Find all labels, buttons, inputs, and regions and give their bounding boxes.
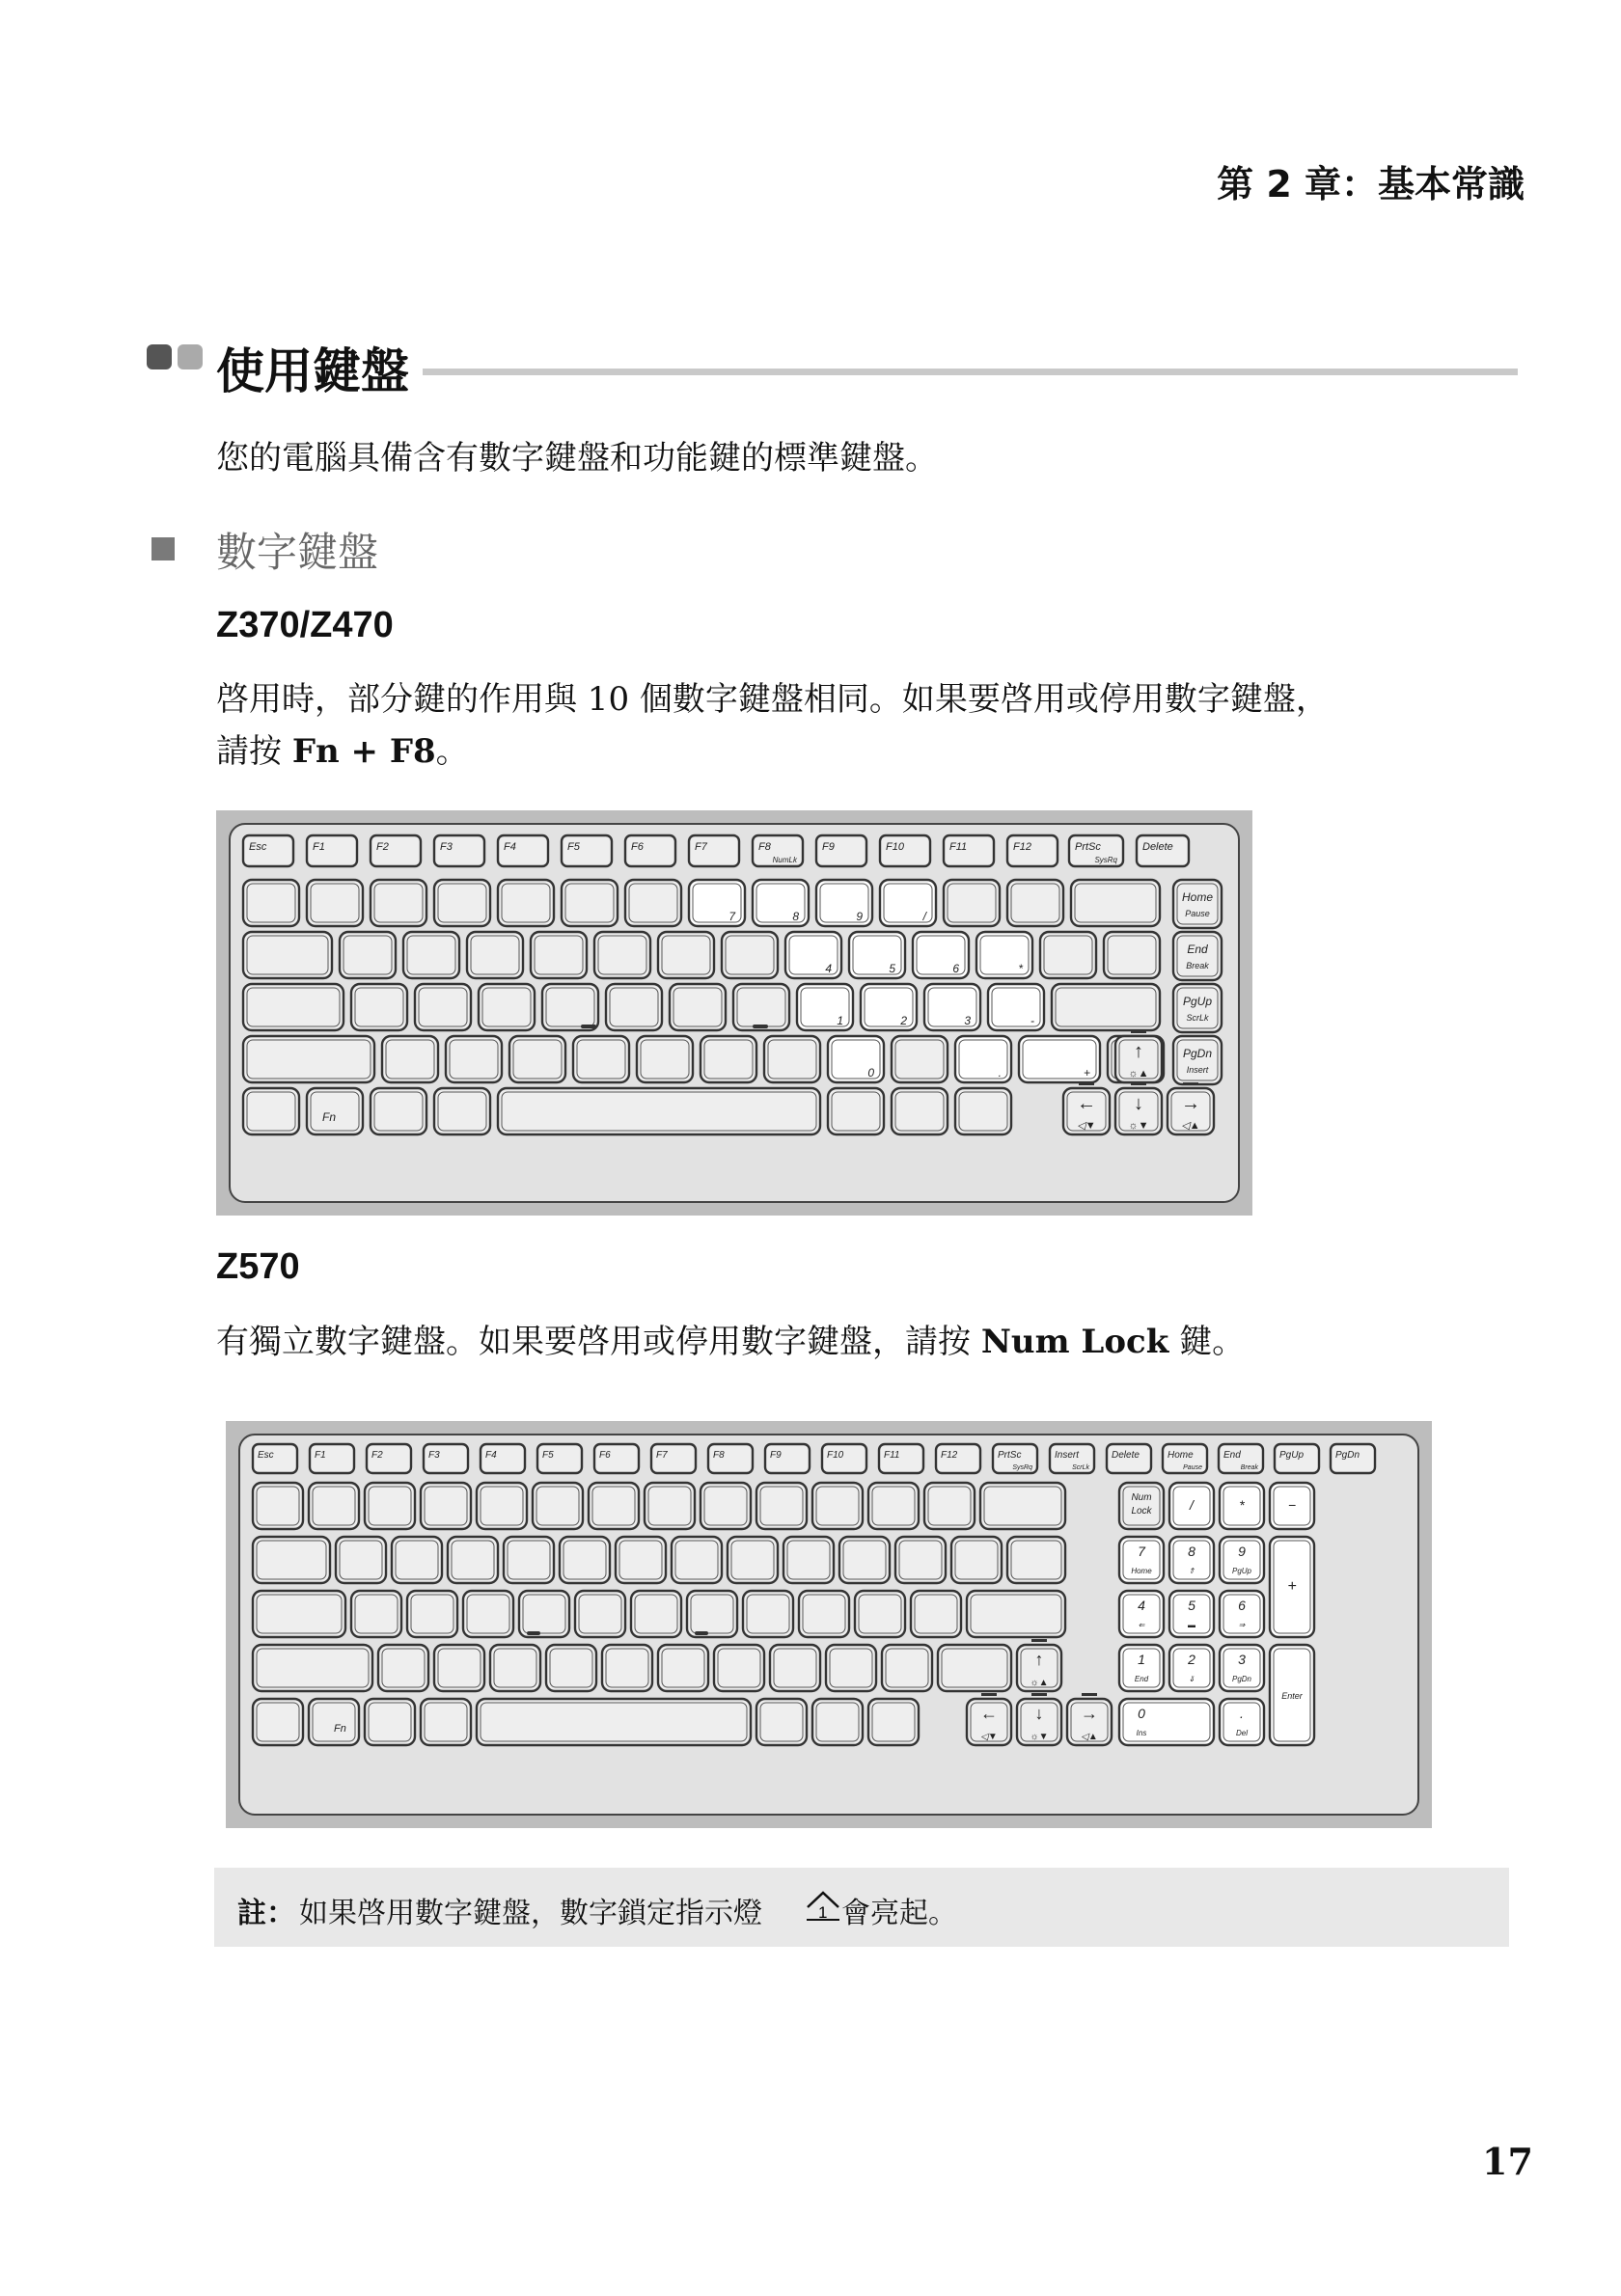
keyboard-key xyxy=(498,1088,820,1134)
down-arrow-icon: ↓ xyxy=(1134,1093,1143,1114)
fn-row-key-label: PgDn xyxy=(1335,1450,1360,1461)
left-arrow-icon: ← xyxy=(1077,1093,1096,1114)
fn-row-key-label: F5 xyxy=(567,841,580,853)
numpad-key-sub-legend: Del xyxy=(1235,1729,1249,1737)
numpad-overlay-legend: . xyxy=(998,1066,1002,1080)
fn-row-key-label: F6 xyxy=(599,1450,611,1461)
keyboard-key xyxy=(382,1036,438,1082)
keyboard-key xyxy=(434,1088,490,1134)
keyboard-key xyxy=(645,1483,695,1529)
keyboard-key xyxy=(415,984,471,1030)
keyboard-key xyxy=(365,1699,415,1745)
numpad-key-sub-legend: ⇓ xyxy=(1188,1675,1195,1683)
keyboard-key xyxy=(378,1645,428,1691)
keyboard-key xyxy=(589,1483,639,1529)
keyboard-key xyxy=(243,932,332,978)
model-z370-heading: Z370/Z470 xyxy=(216,605,394,645)
fn-row-sub-label: Break xyxy=(1240,1464,1258,1471)
keyboard-key xyxy=(658,1645,708,1691)
section-bullets-icon xyxy=(147,344,208,373)
keyboard-z370-svg xyxy=(216,810,1252,1216)
keyboard-key xyxy=(1104,932,1160,978)
numpad-key-sub-legend: ⇑ xyxy=(1188,1567,1195,1575)
numpad-overlay-legend: 1 xyxy=(837,1014,843,1027)
numpad-overlay-legend: 0 xyxy=(867,1066,874,1080)
keyboard-key xyxy=(658,932,714,978)
numpad-key-sub-legend: ⇐ xyxy=(1138,1621,1145,1629)
keyboard-key xyxy=(895,1537,946,1583)
keyboard-key xyxy=(351,1591,401,1637)
numpad-key-legend: + xyxy=(1287,1578,1297,1595)
nav-key-sub-label: Insert xyxy=(1186,1065,1209,1075)
model-z570-keys: Num Lock xyxy=(980,1323,1169,1361)
keyboard-key xyxy=(714,1645,764,1691)
volume-down-icon: ◁▼ xyxy=(980,1732,998,1742)
fn-row-key-label: Home xyxy=(1168,1450,1194,1461)
model-z570-text-end: 鍵。 xyxy=(1168,1323,1246,1361)
note-text-a: 如果啓用數字鍵盤，數字鎖定指示燈 xyxy=(299,1897,762,1930)
numpad-overlay-legend: 2 xyxy=(900,1014,907,1027)
brightness-up-icon: ☼▲ xyxy=(1030,1678,1049,1688)
keyboard-z570-diagram xyxy=(226,1421,1432,1828)
keyboard-key xyxy=(542,984,598,1030)
keyboard-key xyxy=(783,1537,834,1583)
home-row-bump xyxy=(753,1025,768,1028)
numpad-key-legend: / xyxy=(1190,1497,1194,1513)
keyboard-key xyxy=(479,984,535,1030)
keyboard-key xyxy=(701,1483,751,1529)
numpad-overlay-key xyxy=(924,984,980,1030)
model-z370-text-a: 啓用時，部分鍵的作用與 10 個數字鍵盤相同。如果要啓用或停用數字鍵盤， xyxy=(216,680,1329,719)
keyboard-key xyxy=(625,880,681,926)
keyboard-key xyxy=(575,1591,625,1637)
arrow-key-bar xyxy=(1079,1082,1094,1085)
brightness-down-icon: ☼▼ xyxy=(1030,1732,1049,1742)
keyboard-key xyxy=(672,1537,722,1583)
numpad-key-legend: 2 xyxy=(1188,1652,1195,1667)
numpad-overlay-key xyxy=(880,880,936,926)
fn-row-key-label: F1 xyxy=(315,1450,326,1461)
numpad-overlay-key xyxy=(913,932,969,978)
keyboard-key xyxy=(602,1645,652,1691)
keyboard-key xyxy=(1007,880,1063,926)
keyboard-key xyxy=(243,880,299,926)
keyboard-z370-diagram xyxy=(216,810,1252,1216)
home-row-bump xyxy=(581,1025,596,1028)
numpad-overlay-key xyxy=(753,880,809,926)
up-arrow-icon: ↑ xyxy=(1034,1650,1044,1669)
keyboard-key xyxy=(756,1483,807,1529)
keyboard-key xyxy=(562,880,618,926)
fn-key-label: Fn xyxy=(322,1110,337,1124)
numlock-key-label: Lock xyxy=(1131,1506,1152,1517)
page-number: 17 xyxy=(1482,2140,1533,2183)
fn-row-key-label: F12 xyxy=(941,1450,958,1461)
numpad-key-legend: . xyxy=(1240,1706,1244,1721)
fn-row-key-label: F11 xyxy=(884,1450,900,1461)
keyboard-key xyxy=(371,880,426,926)
fn-row-sub-label: SysRq xyxy=(1012,1464,1032,1471)
keyboard-key xyxy=(868,1483,919,1529)
keyboard-key xyxy=(722,932,778,978)
nav-key-label: End xyxy=(1187,943,1208,956)
fn-row-key-label: F10 xyxy=(827,1450,844,1461)
numpad-key-legend: 9 xyxy=(1238,1544,1246,1559)
numpad-key-legend: − xyxy=(1287,1497,1297,1513)
chapter-header: 第 2 章：基本常識 xyxy=(1217,163,1525,205)
fn-row-key-label: Insert xyxy=(1055,1450,1080,1461)
keyboard-key xyxy=(467,932,523,978)
numpad-overlay-legend: 9 xyxy=(856,910,863,923)
keyboard-key xyxy=(1040,932,1096,978)
keyboard-key xyxy=(733,984,789,1030)
numpad-key-sub-legend: End xyxy=(1134,1675,1149,1683)
keyboard-key xyxy=(594,932,650,978)
keyboard-key xyxy=(531,932,587,978)
fn-row-sub-label: Pause xyxy=(1183,1464,1202,1471)
numpad-overlay-key xyxy=(988,984,1044,1030)
numpad-key-legend: 5 xyxy=(1188,1598,1195,1613)
keyboard-key xyxy=(336,1537,386,1583)
nav-key-sub-label: ScrLk xyxy=(1186,1013,1209,1023)
numpad-overlay-key xyxy=(689,880,745,926)
arrow-key-bar xyxy=(1131,1030,1146,1033)
numpad-key-sub-legend: Ins xyxy=(1136,1729,1147,1737)
keyboard-key xyxy=(253,1483,303,1529)
keyboard-key xyxy=(924,1483,975,1529)
numpad-overlay-key xyxy=(785,932,841,978)
nav-key-sub-label: Pause xyxy=(1185,909,1210,918)
keyboard-key xyxy=(504,1537,554,1583)
model-z370-text xyxy=(216,673,1528,778)
keyboard-key xyxy=(1071,880,1160,926)
fn-row-key-label: F8 xyxy=(713,1450,725,1461)
keyboard-key xyxy=(243,984,343,1030)
nav-key xyxy=(1173,880,1222,928)
nav-key-label: PgDn xyxy=(1182,1047,1213,1060)
note-label: 註： xyxy=(237,1897,295,1930)
keyboard-key xyxy=(351,984,407,1030)
arrow-key-bar xyxy=(981,1693,997,1696)
numpad-key-sub-legend: ⇒ xyxy=(1238,1621,1246,1629)
nav-key-label: Home xyxy=(1181,890,1214,904)
down-arrow-icon: ↓ xyxy=(1034,1704,1044,1723)
home-row-bump xyxy=(527,1631,540,1635)
numpad-overlay-legend: / xyxy=(922,910,926,923)
brightness-down-icon: ☼▼ xyxy=(1128,1120,1149,1132)
numpad-overlay-key xyxy=(955,1036,1011,1082)
model-z570-text xyxy=(216,1316,1245,1368)
home-row-bump xyxy=(695,1631,708,1635)
keyboard-key xyxy=(446,1036,502,1082)
arrow-key-bar xyxy=(1131,1082,1146,1085)
keyboard-key xyxy=(701,1036,756,1082)
keyboard-z570-svg xyxy=(226,1421,1432,1828)
keyboard-key xyxy=(938,1645,1011,1691)
numpad-key-sub-legend: PgDn xyxy=(1231,1675,1252,1683)
keyboard-key xyxy=(799,1591,849,1637)
numpad-overlay-legend: 8 xyxy=(792,910,799,923)
fn-row-key-label: PrtSc xyxy=(1075,841,1101,853)
keyboard-key xyxy=(309,1699,359,1745)
numpad-overlay-legend: 3 xyxy=(964,1014,971,1027)
numlock-indicator-icon xyxy=(805,1890,841,1927)
volume-up-icon: ◁▲ xyxy=(1181,1120,1200,1132)
keyboard-key xyxy=(463,1591,513,1637)
fn-row-key-label: F7 xyxy=(695,841,707,853)
numpad-overlay-legend: 4 xyxy=(825,962,832,975)
keyboard-key xyxy=(509,1036,565,1082)
note-text-b: 會亮起。 xyxy=(841,1897,957,1930)
numpad-overlay-legend: * xyxy=(1018,962,1023,975)
arrow-key-bar xyxy=(1031,1693,1047,1696)
keyboard-key xyxy=(980,1483,1065,1529)
keyboard-key xyxy=(944,880,1000,926)
keyboard-key xyxy=(253,1699,303,1745)
keyboard-key xyxy=(560,1537,610,1583)
keyboard-key xyxy=(573,1036,629,1082)
fn-row-sub-label: SysRq xyxy=(1094,856,1117,864)
keyboard-key xyxy=(826,1645,876,1691)
numpad-key-sub-legend: Home xyxy=(1131,1567,1152,1575)
numpad-key-legend: 6 xyxy=(1238,1598,1246,1613)
volume-down-icon: ◁▼ xyxy=(1077,1120,1096,1132)
numpad-overlay-key xyxy=(797,984,853,1030)
keyboard-key xyxy=(855,1591,905,1637)
keyboard-key xyxy=(546,1645,596,1691)
numpad-key-legend: 8 xyxy=(1188,1544,1195,1559)
fn-row-key-label: F8 xyxy=(758,841,771,853)
fn-row-key-label: PgUp xyxy=(1279,1450,1305,1461)
fn-row-key-label: F3 xyxy=(440,841,453,853)
numpad-key-legend: 4 xyxy=(1138,1598,1145,1613)
fn-row-key-label: F9 xyxy=(770,1450,782,1461)
numpad-key-legend: * xyxy=(1239,1497,1245,1513)
nav-key xyxy=(1173,932,1222,980)
subsection-bullet-icon xyxy=(151,537,175,560)
keyboard-key xyxy=(743,1591,793,1637)
keyboard-key xyxy=(407,1591,457,1637)
nav-key xyxy=(1173,1036,1222,1084)
fn-row-key-label: F1 xyxy=(313,841,325,853)
fn-row-key-label: Esc xyxy=(258,1450,274,1461)
keyboard-key xyxy=(253,1645,372,1691)
numlock-key-label: Num xyxy=(1131,1492,1152,1503)
arrow-key-bar xyxy=(1031,1639,1047,1642)
keyboard-key xyxy=(839,1537,890,1583)
nav-key-label: PgUp xyxy=(1182,995,1213,1008)
numpad-overlay-legend: 5 xyxy=(889,962,895,975)
keyboard-key xyxy=(764,1036,820,1082)
keyboard-key xyxy=(631,1591,681,1637)
numpad-overlay-key xyxy=(976,932,1032,978)
keyboard-key xyxy=(951,1537,1002,1583)
keyboard-key xyxy=(911,1591,961,1637)
keyboard-key xyxy=(756,1699,807,1745)
keyboard-key xyxy=(477,1483,527,1529)
keyboard-key xyxy=(812,1483,863,1529)
fn-row-key-label: Delete xyxy=(1142,841,1173,853)
fn-row-key-label: F10 xyxy=(886,841,904,853)
volume-up-icon: ◁▲ xyxy=(1081,1732,1098,1742)
keyboard-key xyxy=(421,1483,471,1529)
keyboard-key xyxy=(533,1483,583,1529)
fn-row-key-label: F7 xyxy=(656,1450,668,1461)
subsection-title: 數字鍵盤 xyxy=(216,529,379,576)
numpad-overlay-legend: - xyxy=(1030,1014,1034,1027)
keyboard-key xyxy=(812,1699,863,1745)
keyboard-key xyxy=(670,984,726,1030)
fn-row-key-label: F2 xyxy=(376,841,389,853)
nav-key-sub-label: Break xyxy=(1186,961,1209,970)
numpad-overlay-key xyxy=(816,880,872,926)
keyboard-key xyxy=(243,1036,374,1082)
numpad-overlay-legend: 6 xyxy=(952,962,959,975)
keyboard-key xyxy=(868,1699,919,1745)
keyboard-key xyxy=(892,1036,948,1082)
keyboard-key xyxy=(616,1537,666,1583)
numpad-key-legend: Enter xyxy=(1281,1691,1303,1701)
model-z370-text-b: 請按 xyxy=(216,732,292,771)
fn-row-sub-label: ScrLk xyxy=(1072,1464,1089,1471)
keyboard-key xyxy=(1052,984,1160,1030)
keyboard-key xyxy=(687,1591,737,1637)
keyboard-key xyxy=(519,1591,569,1637)
keyboard-key xyxy=(606,984,662,1030)
fn-row-key-label: F9 xyxy=(822,841,835,853)
fn-row-key-label: Esc xyxy=(249,841,267,853)
keyboard-key xyxy=(307,880,363,926)
numlock-indicator-glyph: 1 xyxy=(818,1903,828,1922)
fn-row-key-label: F12 xyxy=(1013,841,1031,853)
keyboard-key xyxy=(882,1645,932,1691)
up-arrow-icon: ↑ xyxy=(1134,1041,1143,1062)
numpad-overlay-legend: + xyxy=(1083,1066,1090,1080)
keyboard-key xyxy=(1007,1537,1065,1583)
keyboard-key xyxy=(309,1483,359,1529)
fn-row-key-label: F4 xyxy=(485,1450,497,1461)
keyboard-key xyxy=(770,1645,820,1691)
keyboard-key xyxy=(253,1591,345,1637)
keyboard-key xyxy=(892,1088,948,1134)
fn-row-key-label: Delete xyxy=(1112,1450,1140,1461)
keyboard-key xyxy=(253,1537,330,1583)
model-z570-text-a: 有獨立數字鍵盤。如果要啓用或停用數字鍵盤，請按 xyxy=(216,1323,981,1361)
keyboard-key xyxy=(371,1088,426,1134)
numpad-key-sub-legend: ▬ xyxy=(1188,1621,1195,1629)
fn-row-key-label: F2 xyxy=(371,1450,383,1461)
numpad-key-legend: 0 xyxy=(1138,1706,1145,1721)
keyboard-key xyxy=(392,1537,442,1583)
section-title: 使用鍵盤 xyxy=(216,343,409,399)
numpad-overlay-key xyxy=(828,1036,884,1082)
model-z370-keys: Fn + F8 xyxy=(291,732,436,771)
brightness-up-icon: ☼▲ xyxy=(1128,1068,1149,1080)
left-arrow-icon: ← xyxy=(980,1704,998,1723)
keyboard-key xyxy=(365,1483,415,1529)
keyboard-key xyxy=(243,1088,299,1134)
fn-row-key-label: F5 xyxy=(542,1450,554,1461)
keyboard-key xyxy=(421,1699,471,1745)
keyboard-key xyxy=(490,1645,540,1691)
numpad-key-legend: 1 xyxy=(1138,1652,1145,1667)
keyboard-key xyxy=(637,1036,693,1082)
numpad-overlay-key xyxy=(849,932,905,978)
fn-row-key-label: End xyxy=(1223,1450,1241,1461)
fn-row-key-label: F3 xyxy=(428,1450,440,1461)
keyboard-key xyxy=(955,1088,1011,1134)
section-rule xyxy=(423,369,1518,375)
keyboard-key xyxy=(828,1088,884,1134)
fn-row-key-label: F4 xyxy=(504,841,516,853)
keyboard-key xyxy=(967,1591,1065,1637)
fn-row-sub-label: NumLk xyxy=(772,856,797,864)
right-arrow-icon: → xyxy=(1081,1704,1098,1723)
keyboard-key xyxy=(477,1699,751,1745)
numpad-overlay-legend: 7 xyxy=(728,910,735,923)
keyboard-key xyxy=(340,932,396,978)
keyboard-key xyxy=(728,1537,778,1583)
keyboard-key xyxy=(403,932,459,978)
arrow-key-bar xyxy=(1082,1693,1097,1696)
keyboard-key xyxy=(498,880,554,926)
model-z370-text-end: 。 xyxy=(435,732,469,771)
fn-row-key-label: PrtSc xyxy=(998,1450,1022,1461)
numpad-key-legend: 7 xyxy=(1138,1544,1145,1559)
fn-row-key-label: F11 xyxy=(949,841,968,853)
keyboard-key xyxy=(434,1645,484,1691)
numpad-key-sub-legend: PgUp xyxy=(1231,1567,1252,1575)
keyboard-key xyxy=(434,880,490,926)
numpad-key-legend: 3 xyxy=(1238,1652,1246,1667)
numpad-key xyxy=(1119,1699,1214,1745)
model-z570-heading: Z570 xyxy=(216,1246,300,1287)
fn-row-key-label: F6 xyxy=(631,841,644,853)
nav-key xyxy=(1173,984,1222,1032)
fn-key-label: Fn xyxy=(334,1723,346,1735)
arrow-key-bar xyxy=(1183,1082,1198,1085)
keyboard-key xyxy=(448,1537,498,1583)
intro-text: 您的電腦具備含有數字鍵盤和功能鍵的標準鍵盤。 xyxy=(216,439,938,478)
numpad-overlay-key xyxy=(861,984,917,1030)
right-arrow-icon: → xyxy=(1181,1093,1200,1114)
